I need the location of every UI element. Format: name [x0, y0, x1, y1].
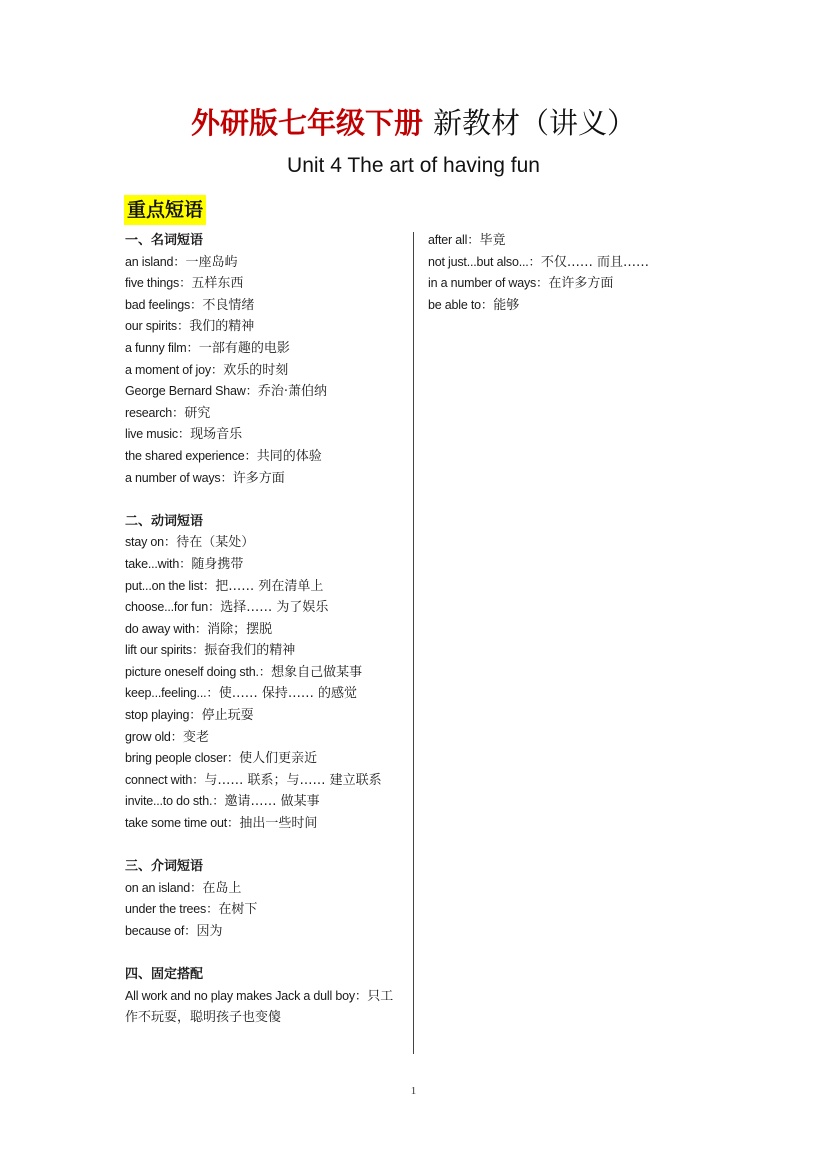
- phrase-en: after all：: [428, 233, 480, 247]
- phrase-item: [125, 727, 403, 749]
- phrase-item: [125, 878, 403, 900]
- heading-prepositional-phrases: 三、介词短语: [125, 859, 204, 875]
- phrase-zh: 变老: [182, 729, 209, 745]
- phrase-item: [125, 381, 403, 403]
- phrase-zh: 随身携带: [191, 556, 244, 572]
- title-black: 新教材（讲义）: [433, 106, 637, 140]
- phrase-en: on an island：: [125, 880, 203, 895]
- phrase-zh: 能够: [493, 297, 520, 313]
- phrase-item: [428, 273, 708, 295]
- phrase-en: All work and no play makes Jack a dull boy：: [125, 988, 368, 1003]
- phrase-zh: 与…… 联系；与…… 建立联系: [204, 772, 382, 788]
- phrase-item: [125, 662, 403, 684]
- phrase-en: five things：: [125, 276, 192, 291]
- page-title: [0, 103, 827, 143]
- phrase-en: keep...feeling...：: [125, 686, 219, 701]
- phrase-zh: 欢乐的时刻: [223, 362, 289, 378]
- phrase-item: [125, 273, 403, 295]
- right-column: [428, 230, 708, 316]
- phrase-zh: 研究: [184, 405, 211, 421]
- phrase-zh: 在许多方面: [548, 276, 614, 292]
- phrase-en: connect with：: [125, 772, 205, 787]
- phrase-item: [125, 748, 403, 770]
- heading-fixed-collocations: 四、固定搭配: [125, 967, 204, 983]
- phrase-zh: 现场音乐: [190, 427, 243, 443]
- phrase-zh: 使…… 保持…… 的感觉: [218, 686, 357, 702]
- phrase-item: [125, 576, 403, 598]
- phrase-en: stop playing：: [125, 708, 202, 723]
- phrase-en: stay on：: [125, 535, 177, 550]
- phrase-zh: 抽出一些时间: [239, 816, 318, 832]
- phrase-zh: 五样东西: [191, 276, 244, 292]
- phrase-item: [125, 316, 403, 338]
- phrase-en: bring people closer：: [125, 751, 240, 766]
- phrase-zh: 选择…… 为了娱乐: [220, 600, 329, 616]
- phrase-en: a funny film：: [125, 340, 199, 355]
- phrase-en: choose...for fun：: [125, 600, 221, 615]
- phrase-item: [125, 424, 403, 446]
- phrase-zh: 停止玩耍: [201, 708, 254, 724]
- phrase-en: a number of ways：: [125, 470, 233, 485]
- phrase-en: bad feelings：: [125, 297, 203, 312]
- phrase-en: do away with：: [125, 621, 208, 636]
- phrase-item: [125, 813, 403, 835]
- section-gap: [125, 489, 403, 511]
- phrase-item: [428, 252, 708, 274]
- phrase-item: [125, 791, 403, 813]
- phrase-zh: 只工作不玩耍，聪明孩子也变傻: [125, 988, 394, 1026]
- phrase-zh: 乔治·萧伯纳: [257, 384, 328, 400]
- phrase-zh: 待在（某处）: [176, 535, 255, 551]
- phrase-item: [125, 554, 403, 576]
- phrase-item: [125, 338, 403, 360]
- page-number: 1: [410, 1085, 417, 1097]
- phrase-zh: 使人们更亲近: [239, 751, 318, 767]
- phrase-item: [125, 252, 403, 274]
- phrase-en: because of：: [125, 924, 197, 938]
- phrase-zh: 想象自己做某事: [271, 664, 363, 680]
- phrase-item: [125, 619, 403, 641]
- phrase-item: [125, 899, 403, 921]
- phrase-item: [125, 468, 403, 490]
- phrase-en: the shared experience：: [125, 448, 257, 463]
- phrase-zh: 把…… 列在清单上: [215, 578, 324, 594]
- phrase-item: [125, 295, 403, 317]
- phrase-zh: 振奋我们的精神: [204, 643, 296, 659]
- phrase-en: take...with：: [125, 556, 192, 571]
- heading-noun-phrases: 一、名词短语: [125, 233, 204, 248]
- phrase-item: [125, 683, 403, 705]
- phrase-item: [125, 532, 403, 554]
- title-red: 外研版七年级下册: [190, 106, 423, 140]
- phrase-item: [428, 295, 708, 317]
- phrase-en: not just...but also...：: [428, 254, 541, 269]
- phrase-en: research：: [125, 405, 185, 420]
- phrase-en: take some time out：: [125, 816, 240, 831]
- heading-verb-phrases: 二、动词短语: [125, 513, 204, 529]
- phrase-zh: 消除；摆脱: [207, 621, 273, 637]
- section-gap: [125, 943, 403, 965]
- phrase-zh: 我们的精神: [189, 319, 255, 335]
- left-column: [125, 230, 403, 1029]
- phrase-en: picture oneself doing sth.：: [125, 664, 272, 679]
- phrase-item: [125, 403, 403, 425]
- phrase-en: be able to：: [428, 297, 494, 312]
- phrase-item: [125, 597, 403, 619]
- phrase-item: [125, 360, 403, 382]
- phrase-item: [125, 446, 403, 468]
- phrase-zh: 邀请…… 做某事: [224, 794, 320, 810]
- phrase-zh: 许多方面: [232, 470, 285, 486]
- phrase-zh: 一座岛屿: [185, 254, 238, 270]
- phrase-zh: 不良情绪: [202, 297, 255, 313]
- phrase-item: [125, 640, 403, 662]
- page-subtitle: Unit 4 The art of having fun: [287, 154, 540, 177]
- phrase-zh: 在岛上: [202, 880, 242, 896]
- phrase-item: [125, 986, 403, 1029]
- section-tag-key-phrases: 重点短语: [124, 195, 206, 225]
- phrase-zh: 共同的体验: [256, 448, 322, 464]
- phrase-item: [125, 770, 403, 792]
- phrase-en: our spirits：: [125, 319, 190, 334]
- phrase-en: invite...to do sth.：: [125, 794, 225, 809]
- column-divider: [413, 232, 414, 1054]
- phrase-item: [125, 921, 403, 943]
- phrase-en: a moment of joy：: [125, 362, 224, 377]
- phrase-en: lift our spirits：: [125, 643, 205, 658]
- phrase-zh: 因为: [196, 924, 223, 939]
- section-gap: [125, 835, 403, 857]
- phrase-zh: 不仅…… 而且……: [540, 254, 649, 270]
- phrase-en: in a number of ways：: [428, 276, 549, 291]
- phrase-en: live music：: [125, 427, 191, 442]
- phrase-en: put...on the list：: [125, 578, 216, 593]
- phrase-en: grow old：: [125, 729, 183, 744]
- phrase-en: under the trees：: [125, 902, 219, 917]
- phrase-en: an island：: [125, 254, 186, 269]
- phrase-zh: 一部有趣的电影: [198, 340, 290, 356]
- phrase-item: [428, 230, 708, 252]
- phrase-item: [125, 705, 403, 727]
- phrase-zh: 毕竟: [479, 233, 506, 248]
- phrase-en: George Bernard Shaw：: [125, 384, 258, 399]
- phrase-zh: 在树下: [218, 902, 258, 918]
